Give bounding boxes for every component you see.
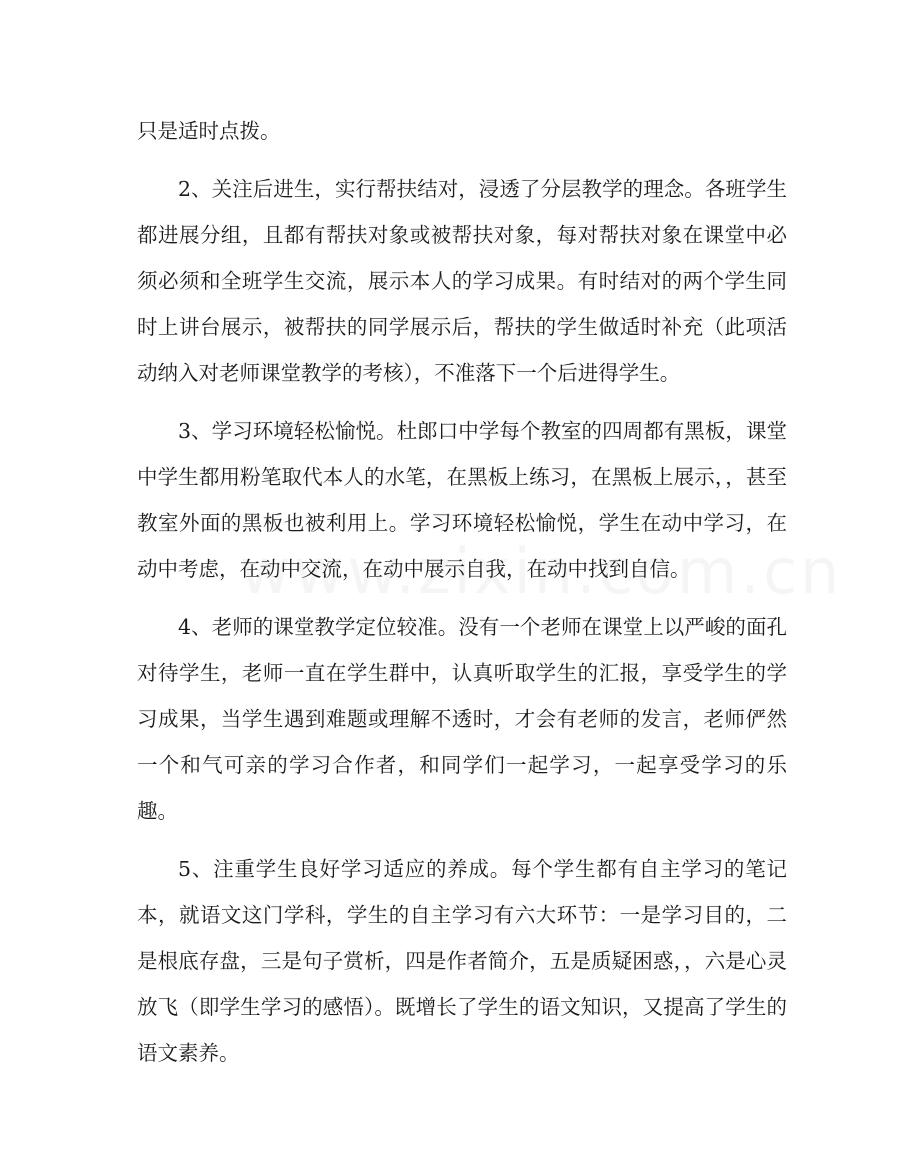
paragraph-item-5: 5、注重学生良好学习适应的养成。每个学生都有自主学习的笔记本，就语文这门学科，学生的自主学习有六大环节：一是学习目的，二是根底存盘，三是句子赏析，四是作者简介，五是质疑困惑，，六是心灵放飞（即学生学习的感悟）。既增长了学生的语文知识，又提高了学生的语文素养。	[137, 857, 787, 1065]
paragraph-continuation: 只是适时点拨。	[137, 119, 281, 143]
paragraph-item-4: 4、老师的课堂教学定位较准。没有一个老师在课堂上以严峻的面孔对待学生，老师一直在学生群中，认真听取学生的汇报，享受学生的学习成果，当学生遇到难题或理解不透时，才会有老师的发言，老师俨然一个和气可亲的学习合作者，和同学们一起学习，一起享受学习的乐趣。	[137, 615, 787, 823]
paragraph-item-2: 2、关注后进生，实行帮扶结对，浸透了分层教学的理念。各班学生都进展分组，且都有帮扶对象或被帮扶对象，每对帮扶对象在课堂中必须必须和全班学生交流，展示本人的学习成果。有时结对的两个学生同时上讲台展示，被帮扶的同学展示后，帮扶的学生做适时补充（此项活动纳入对老师课堂教学的考核），不准落下一个后进得学生。	[137, 177, 787, 385]
paragraph-item-3: 3、学习环境轻松愉悦。杜郎口中学每个教室的四周都有黑板，课堂中学生都用粉笔取代本人的水笔，在黑板上练习，在黑板上展示，，甚至教室外面的黑板也被利用上。学习环境轻松愉悦，学生在动中学习，在动中考虑，在动中交流，在动中展示自我，在动中找到自信。	[137, 419, 787, 581]
document-body	[137, 108, 787, 1088]
